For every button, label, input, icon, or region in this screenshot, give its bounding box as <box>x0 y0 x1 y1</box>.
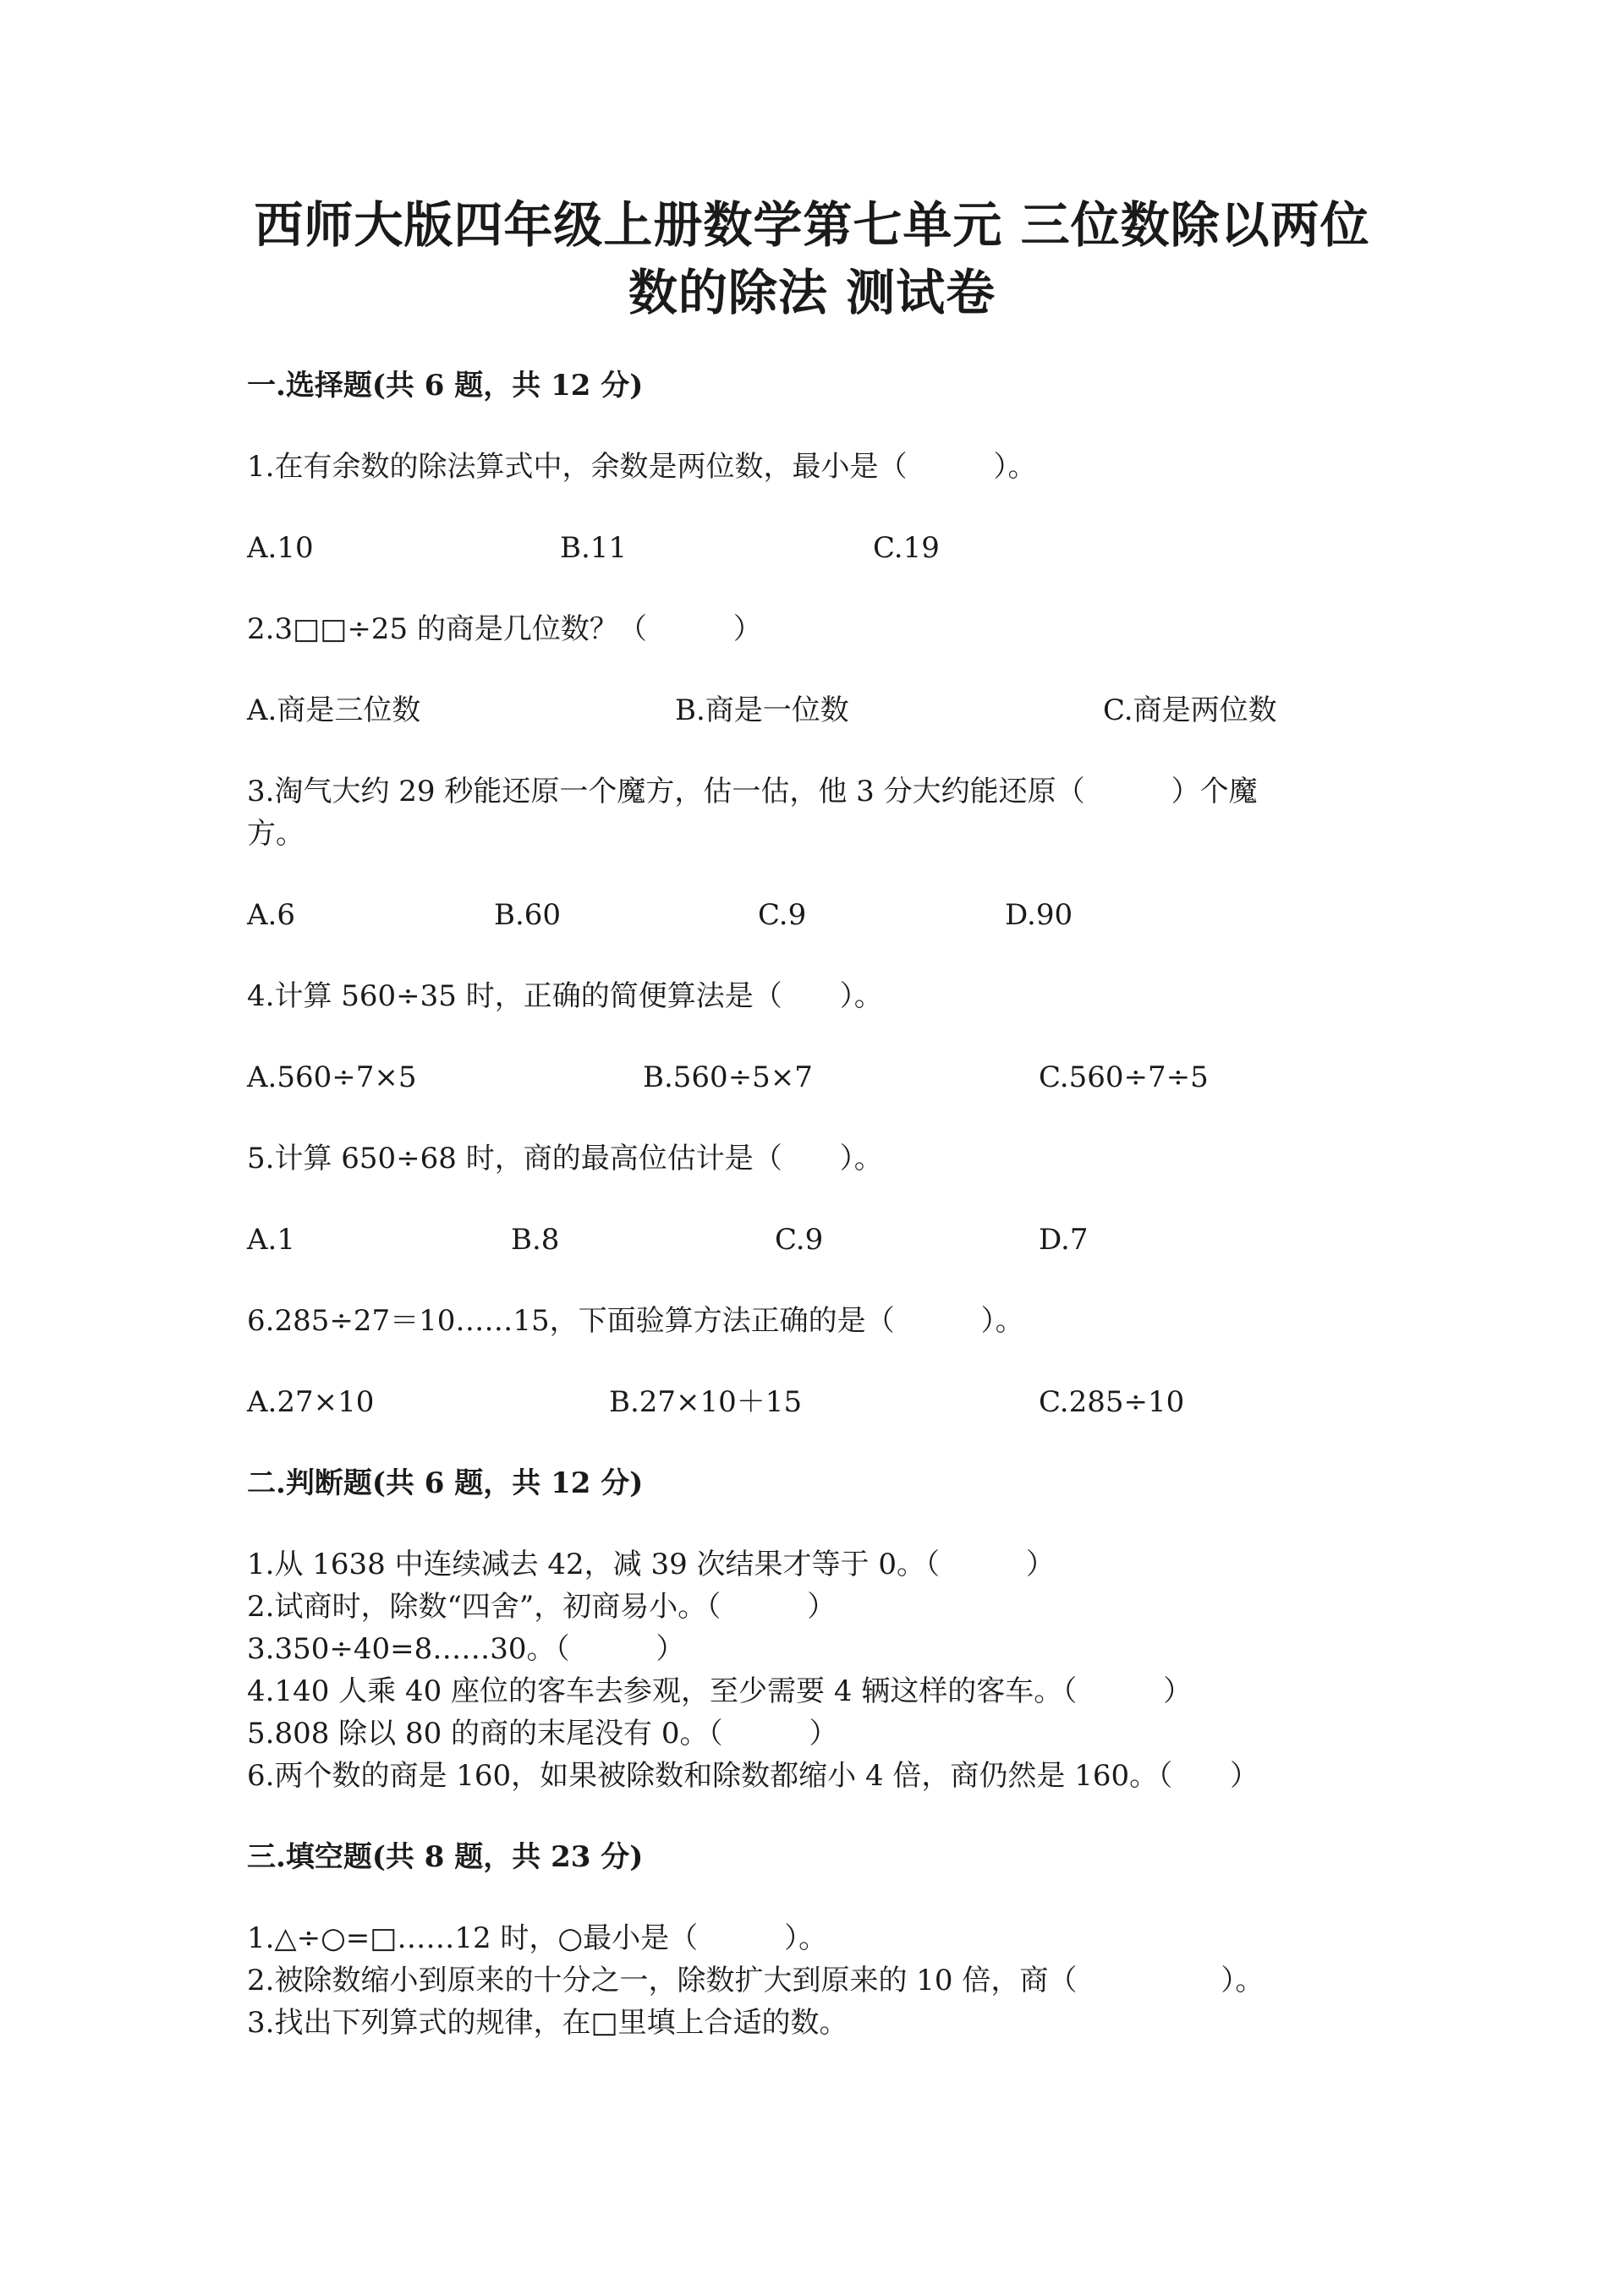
question-5: 5.计算 650÷68 时，商的最高位估计是（ ）。 <box>247 1142 883 1175</box>
q4-option-c[interactable]: C.560÷7÷5 <box>1039 1060 1209 1094</box>
question-3-line-1: 3.淘气大约 29 秒能还原一个魔方，估一估，他 3 分大约能还原（ ）个魔 <box>247 775 1258 808</box>
fill-item-1: 1.△÷○=□……12 时，○最小是（ ）。 <box>247 1921 828 1955</box>
section-heading-true-false: 二.判断题(共 6 题，共 12 分) <box>247 1466 644 1500</box>
question-2: 2.3□□÷25 的商是几位数？（ ） <box>247 612 762 646</box>
q3-option-a[interactable]: A.6 <box>247 898 295 932</box>
question-3-line-2: 方。 <box>247 817 304 851</box>
page-title-line-1: 西师大版四年级上册数学第七单元 三位数除以两位 <box>254 196 1370 254</box>
q6-option-b[interactable]: B.27×10＋15 <box>609 1385 803 1419</box>
question-6: 6.285÷27＝10……15，下面验算方法正确的是（ ）。 <box>247 1304 1024 1338</box>
q6-option-a[interactable]: A.27×10 <box>247 1385 375 1419</box>
page-title-line-2: 数的除法 测试卷 <box>628 264 996 321</box>
fill-item-3: 3.找出下列算式的规律，在□里填上合适的数。 <box>247 2006 848 2040</box>
q4-option-a[interactable]: A.560÷7×5 <box>247 1060 417 1094</box>
judge-item-5: 5.808 除以 80 的商的末尾没有 0。（ ） <box>247 1717 838 1751</box>
q1-option-c[interactable]: C.19 <box>873 531 940 565</box>
question-4: 4.计算 560÷35 时，正确的简便算法是（ ）。 <box>247 979 883 1013</box>
judge-item-4: 4.140 人乘 40 座位的客车去参观，至少需要 4 辆这样的客车。（ ） <box>247 1674 1193 1708</box>
question-1: 1.在有余数的除法算式中，余数是两位数，最小是（ ）。 <box>247 450 1037 484</box>
section-heading-multiple-choice: 一.选择题(共 6 题，共 12 分) <box>247 369 644 403</box>
q4-option-b[interactable]: B.560÷5×7 <box>643 1060 813 1094</box>
judge-item-1: 1.从 1638 中连续减去 42，减 39 次结果才等于 0。（ ） <box>247 1548 1055 1581</box>
q5-option-c[interactable]: C.9 <box>775 1223 824 1257</box>
judge-item-3: 3.350÷40=8……30。（ ） <box>247 1632 685 1666</box>
q5-option-b[interactable]: B.8 <box>511 1223 560 1257</box>
q3-option-c[interactable]: C.9 <box>758 898 807 932</box>
section-heading-fill-in: 三.填空题(共 8 题，共 23 分) <box>247 1840 644 1874</box>
q3-option-d[interactable]: D.90 <box>1005 898 1073 932</box>
q2-option-b[interactable]: B.商是一位数 <box>675 693 849 727</box>
fill-item-2: 2.被除数缩小到原来的十分之一，除数扩大到原来的 10 倍，商（ ）。 <box>247 1964 1265 1997</box>
q6-option-c[interactable]: C.285÷10 <box>1039 1385 1185 1419</box>
q3-option-b[interactable]: B.60 <box>494 898 562 932</box>
q5-option-a[interactable]: A.1 <box>247 1223 295 1257</box>
judge-item-6: 6.两个数的商是 160，如果被除数和除数都缩小 4 倍，商仍然是 160。（ ） <box>247 1759 1259 1793</box>
q2-option-a[interactable]: A.商是三位数 <box>247 693 421 727</box>
q5-option-d[interactable]: D.7 <box>1039 1223 1089 1257</box>
q1-option-b[interactable]: B.11 <box>560 531 628 565</box>
q2-option-c[interactable]: C.商是两位数 <box>1103 693 1277 727</box>
judge-item-2: 2.试商时，除数“四舍”，初商易小。（ ） <box>247 1590 837 1624</box>
q1-option-a[interactable]: A.10 <box>247 531 314 565</box>
